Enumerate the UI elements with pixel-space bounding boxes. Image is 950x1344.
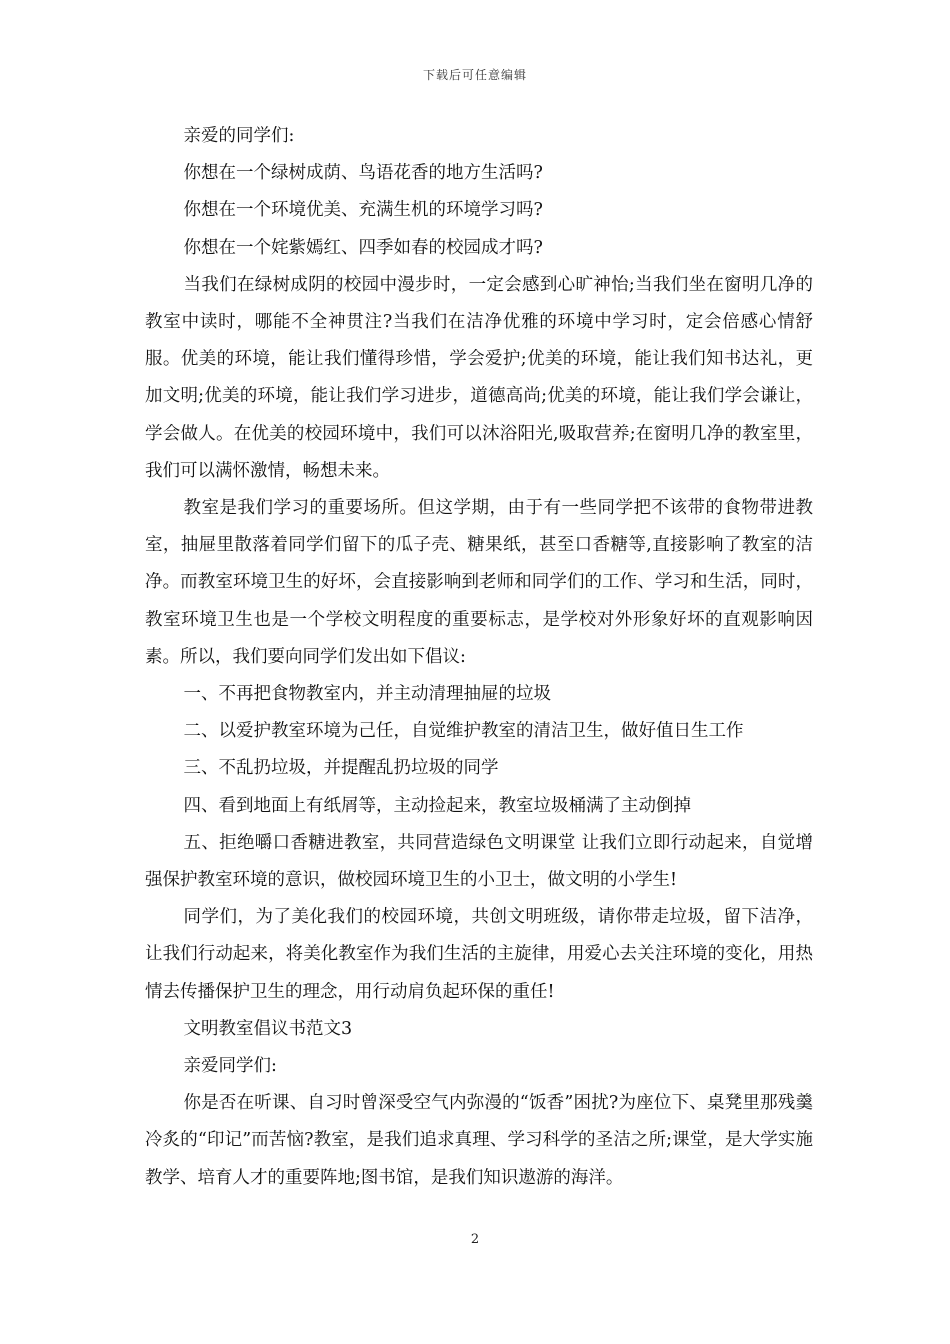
page-number: 2 bbox=[470, 1232, 480, 1247]
paragraph-question-3: 你想在一个姹紫嫣红、四季如春的校园成才吗? bbox=[183, 237, 543, 258]
paragraph-salutation: 亲爱的同学们: bbox=[183, 126, 295, 146]
proposal-item-5: 五、拒绝嚼口香糖进教室，共同营造绿色文明课堂 让我们立即行动起来，自觉增强保护教室环境的意识，做校园环境卫生的小卫士，做文明的小学生! bbox=[145, 832, 813, 891]
paragraph-closing: 同学们，为了美化我们的校园环境，共创文明班级，请你带走垃圾，留下洁净，让我们行动起来，将美化教室作为我们生活的主旋律，用爱心去关注环境的变化，用热情去传播保护卫生的理念，用行动肩负起环保的重任! bbox=[145, 907, 813, 1002]
proposal-item-1: 一、不再把食物教室内，并主动清理抽屉的垃圾 bbox=[183, 684, 551, 705]
paragraph-environment: 当我们在绿树成阴的校园中漫步时，一定会感到心旷神怡;当我们坐在窗明几净的教室中读时，哪能不全神贯注?当我们在洁净优雅的环境中学习时，定会倍感心情舒服。优美的环境，能让我们懂得珍惜，学会爱护;优美的环境，能让我们知书达礼，更加文明;优美的环境，能让我们学习进步，道德高尚;优美的环境，能让我们学会谦让，学会做人。在优美的校园环境中，我们可以沐浴阳光,吸取营养;在窗明几净的教室里，我们可以满怀激情，畅想未来。 bbox=[145, 274, 813, 481]
paragraph-classroom: 教室是我们学习的重要场所。但这学期，由于有一些同学把不该带的食物带进教室，抽屉里散落着同学们留下的瓜子壳、糖果纸，甚至口香糖等,直接影响了教室的洁净。而教室环境卫生的好坏，会直接影响到老师和同学们的工作、学习和生活，同时，教室环境卫生也是一个学校文明程度的重要标志，是学校对外形象好坏的直观影响因素。所以，我们要向同学们发出如下倡议: bbox=[145, 498, 813, 667]
page-header: 下载后可任意编辑 bbox=[422, 68, 527, 82]
paragraph-question-2: 你想在一个环境优美、充满生机的环境学习吗? bbox=[183, 200, 543, 221]
proposal-item-4: 四、看到地面上有纸屑等，主动捡起来，教室垃圾桶满了主动倒掉 bbox=[183, 795, 691, 816]
paragraph-question-1: 你想在一个绿树成荫、鸟语花香的地方生活吗? bbox=[183, 163, 543, 184]
document-body bbox=[145, 118, 813, 1197]
paragraph-salutation-2: 亲爱同学们: bbox=[183, 1056, 277, 1077]
paragraph-intro-3: 你是否在听课、自习时曾深受空气内弥漫的“饭香”困扰?为座位下、桌凳里那残羹冷炙的“印记”而苦恼?教室，是我们追求真理、学习科学的圣洁之所;课堂，是大学实施教学、培育人才的重要阵地;图书馆，是我们知识遨游的海洋。 bbox=[145, 1093, 813, 1188]
proposal-item-3: 三、不乱扔垃圾，并提醒乱扔垃圾的同学 bbox=[183, 758, 499, 779]
proposal-item-2: 二、以爱护教室环境为己任，自觉维护教室的清洁卫生，做好值日生工作 bbox=[183, 721, 744, 742]
section-title: 文明教室倡议书范文3 bbox=[183, 1018, 353, 1039]
